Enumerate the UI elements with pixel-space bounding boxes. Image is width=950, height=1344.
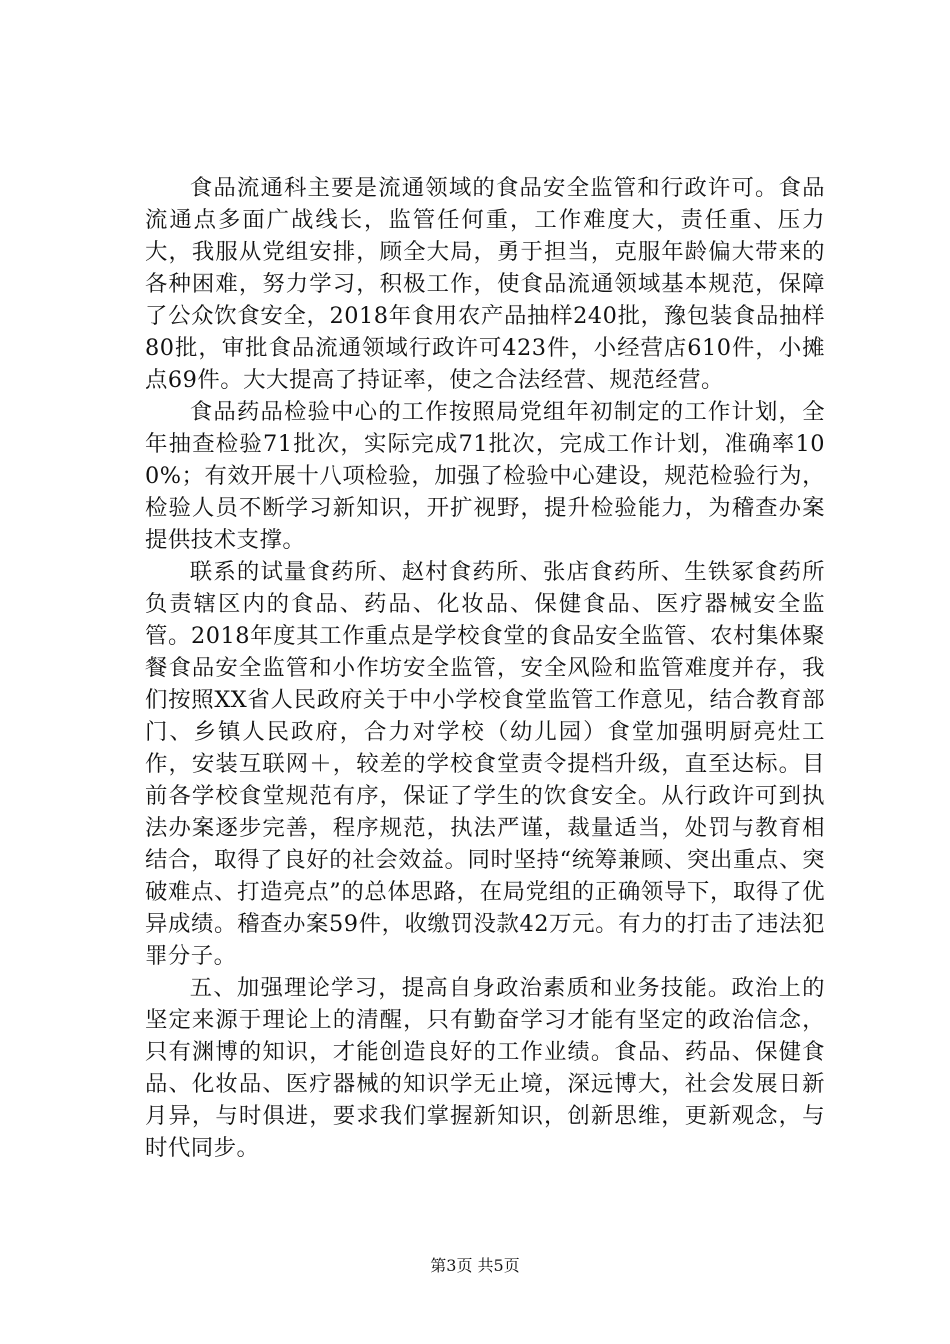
paragraph-supervision-stations: 联系的试量食药所、赵村食药所、张店食药所、生铁冢食药所负责辖区内的食品、药品、化妆品、保健食品、医疗器械安全监管。2018年度其工作重点是学校食堂的食品安全监管、农村集体聚餐食品安全监管和小作坊安全监管，安全风险和监管难度并存，我们按照XX省人民政府关于中小学校食堂监管工作意见，结合教育部门、乡镇人民政府，合力对学校（幼儿园）食堂加强明厨亮灶工作，安装互联网＋，较差的学校食堂责令提档升级，直至达标。目前各学校食堂规范有序，保证了学生的饮食安全。从行政许可到执法办案逐步完善，程序规范，执法严谨，裁量适当，处罚与教育相结合，取得了良好的社会效益。同时坚持“统筹兼顾、突出重点、突破难点、打造亮点”的总体思路，在局党组的正确领导下，取得了优异成绩。稽查办案59件，收缴罚没款42万元。有力的打击了违法犯罪分子。 <box>145 559 825 969</box>
page-footer <box>0 1256 950 1276</box>
document-body <box>145 172 825 1164</box>
page-number-label: 第3页 共5页 <box>430 1256 520 1275</box>
paragraph-food-circulation: 食品流通科主要是流通领域的食品安全监管和行政许可。食品流通点多面广战线长，监管任何重，工作难度大，责任重、压力大，我服从党组安排，顾全大局，勇于担当，克服年龄偏大带来的各种困难，努力学习，积极工作，使食品流通领域基本规范，保障了公众饮食安全，2018年食用农产品抽样240批，豫包装食品抽样80批，审批食品流通领域行政许可423件，小经营店610件，小摊点69件。大大提高了持证率，使之合法经营、规范经营。 <box>145 175 825 393</box>
paragraph-inspection-center: 食品药品检验中心的工作按照局党组年初制定的工作计划，全年抽查检验71批次，实际完成71批次，完成工作计划，准确率100%；有效开展十八项检验，加强了检验中心建设，规范检验行为，检验人员不断学习新知识，开扩视野，提升检验能力，为稽查办案提供技术支撑。 <box>145 399 825 553</box>
paragraph-theory-study: 五、加强理论学习，提高自身政治素质和业务技能。政治上的坚定来源于理论上的清醒，只有勤奋学习才能有坚定的政治信念，只有渊博的知识，才能创造良好的工作业绩。食品、药品、保健食品、化妆品、医疗器械的知识学无止境，深远博大，社会发展日新月异，与时俱进，要求我们掌握新知识，创新思维，更新观念，与时代同步。 <box>145 975 825 1161</box>
